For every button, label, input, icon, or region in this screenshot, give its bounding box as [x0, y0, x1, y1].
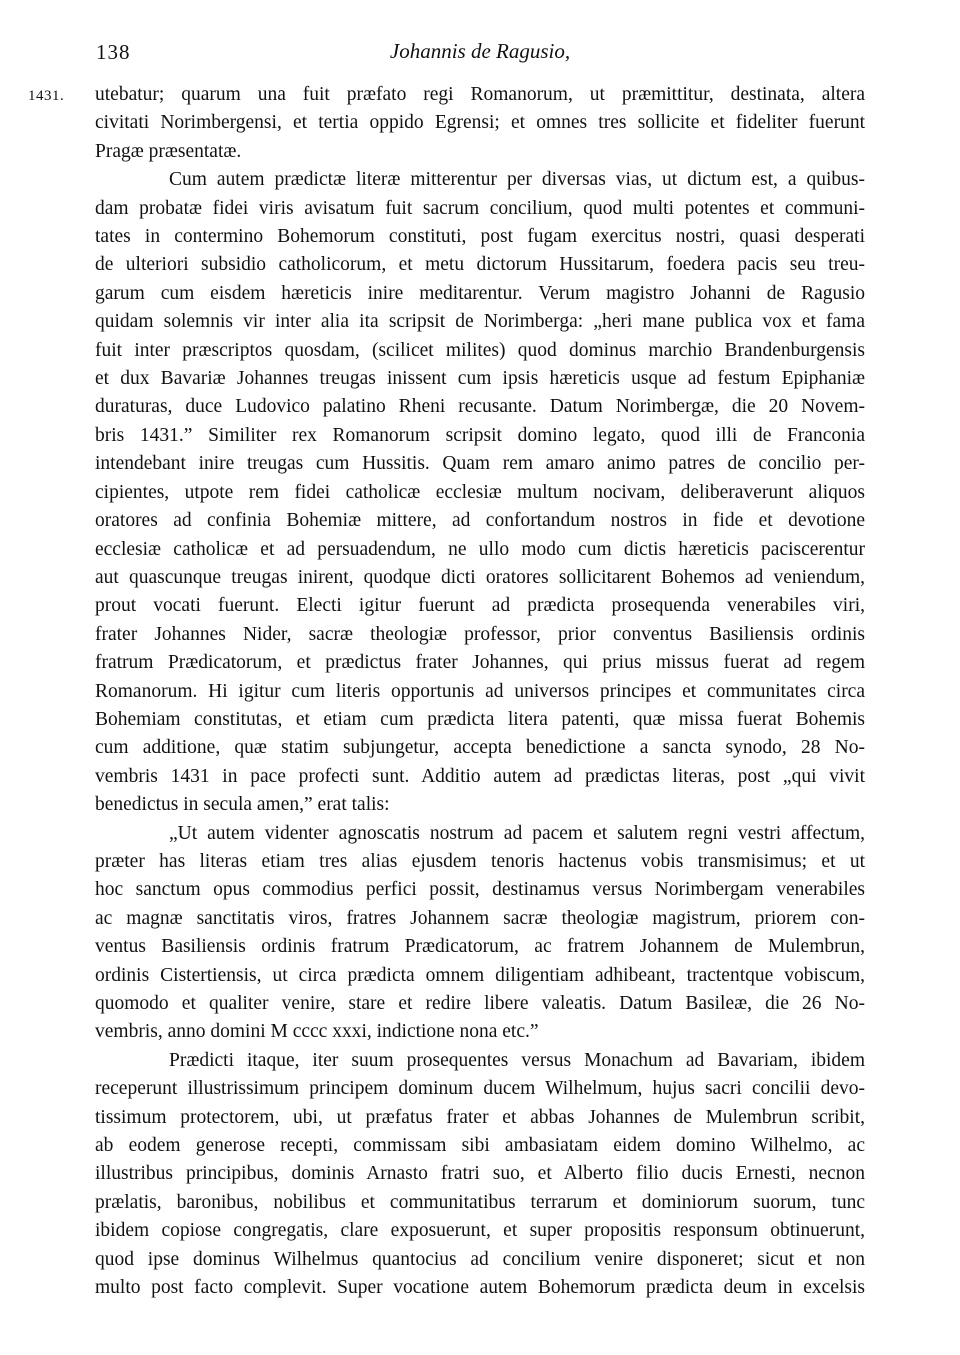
body-text [95, 81, 865, 1302]
text-line: garum cum eisdem hæreticis inire meditarentur. Verum magistro Johanni de Ragusio [95, 282, 865, 304]
text-line: frater Johannes Nider, sacræ theologiæ professor, prior conventus Basiliensis ordinis [95, 623, 865, 645]
text-line: vembris 1431 in pace profecti sunt. Additio autem ad prædictas literas, post „qui vivit [95, 765, 865, 787]
text-line: intendebant inire treugas cum Hussitis. Quam rem amaro animo patres de concilio per- [95, 453, 865, 475]
text-line: multo post facto complevit. Super vocatione autem Bohemorum prædicta deum in excelsis [95, 1277, 865, 1299]
text-line: præter has literas etiam tres alias ejusdem tenoris hactenus vobis transmisimus; et ut [95, 850, 865, 872]
text-line: ac magnæ sanctitatis viros, fratres Johannem sacræ theologiæ magistrum, priorem con- [95, 907, 865, 929]
text-line: tissimum protectorem, ubi, ut præfatus frater et abbas Johannes de Mulembrun scribit, [95, 1106, 865, 1128]
text-line: vembris, anno domini M cccc xxxi, indictione nona etc.” [95, 1021, 539, 1043]
text-line: ecclesiæ catholicæ et ad persuadendum, ne ullo modo cum dictis hæreticis paciscerentur [95, 538, 865, 560]
text-line: receperunt illustrissimum principem dominum ducem Wilhelmum, hujus sacri concilii devo- [95, 1078, 865, 1100]
text-line: Romanorum. Hi igitur cum literis opportunis ad universos principes et communitates circa [95, 680, 865, 702]
text-line: hoc sanctum opus commodius perfici possit, destinamus versus Norimbergam venerabiles [95, 879, 865, 901]
running-title: Johannis de Ragusio, [389, 39, 571, 63]
text-line: Bohemiam constitutas, et etiam cum prædicta litera patenti, quæ missa fuerat Bohemis [95, 708, 865, 730]
text-line: oratores ad confinia Bohemiæ mittere, ad confortandum nostros in fide et devotione [95, 510, 865, 532]
text-line: quomodo et qualiter venire, stare et redire libere valeatis. Datum Basileæ, die 26 No- [95, 993, 865, 1014]
text-line: utebatur; quarum una fuit præfato regi Romanorum, ut præmittitur, destinata, altera [95, 84, 865, 105]
text-line: fuit inter præscriptos quosdam, (scilicet milites) quod dominus marchio Brandenburgensis [95, 339, 865, 361]
text-line: bris 1431.” Similiter rex Romanorum scripsit domino legato, quod illi de Franconia [95, 424, 865, 446]
text-line: de ulteriori subsidio catholicorum, et metu dictorum Hussitarum, foedera pacis seu treu- [95, 254, 865, 276]
text-line: duraturas, duce Ludovico palatino Rheni recusante. Datum Norimbergæ, die 20 Novem- [95, 396, 865, 418]
text-line: civitati Norimbergensi, et tertia oppido Egrensi; et omnes tres sollicite et fideliter fuerunt [95, 112, 865, 134]
text-line: fratrum Prædicatorum, et prædictus frater Johannes, qui prius missus fuerat ad regem [95, 652, 865, 674]
text-line: et dux Bavariæ Johannes treugas inissent cum ipsis hæreticis usque ad festum Epiphaniæ [95, 368, 865, 390]
text-line: ventus Basiliensis ordinis fratrum Prædicatorum, ac fratrem Johannem de Mulembrun, [95, 936, 865, 958]
text-line: cipientes, utpote rem fidei catholicæ ecclesiæ multum nocivam, deliberaverunt aliquos [95, 481, 865, 503]
text-line: ibidem copiose congregatis, clare exposuerunt, et super propositis responsum obtinuerunt, [95, 1220, 865, 1242]
text-line: Prædicti itaque, iter suum prosequentes versus Monachum ad Bavariam, ibidem [169, 1049, 865, 1071]
text-line: quod ipse dominus Wilhelmus quantocius ad concilium venire disponeret; sicut et non [95, 1248, 865, 1270]
page-number: 138 [96, 40, 131, 64]
text-line: Pragæ præsentatæ. [95, 140, 242, 162]
text-line: prælatis, baronibus, nobilibus et communitatibus terrarum et dominiorum suorum, tunc [95, 1191, 865, 1213]
text-line: cum additione, quæ statim subjungetur, accepta benedictione a sancta synodo, 28 No- [95, 737, 865, 759]
text-line: ordinis Cistertiensis, ut circa prædicta omnem diligentiam adhibeant, tractentque vobiscum, [95, 964, 865, 986]
text-line: dam probatæ fidei viris avisatum fuit sacrum concilium, quod multi potentes et communi- [95, 197, 865, 219]
margin-year-note: 1431. [28, 88, 65, 104]
text-line: illustribus principibus, dominis Arnasto fratri suo, et Alberto filio ducis Ernesti, necnon [95, 1163, 865, 1185]
text-line: benedictus in secula amen,” erat talis: [95, 794, 390, 816]
text-line: ab eodem generose recepti, commissam sibi ambasiatam eidem domino Wilhelmo, ac [95, 1135, 865, 1157]
text-line: „Ut autem videnter agnoscatis nostrum ad pacem et salutem regni vestri affectum, [169, 822, 865, 844]
text-line: tates in contermino Bohemorum constituti, post fugam exercitus nostri, quasi desperati [95, 226, 865, 248]
text-line: aut quascunque treugas inirent, quodque dicti oratores sollicitarent Bohemos ad veniendum, [95, 566, 865, 588]
text-line: prout vocati fuerunt. Electi igitur fuerunt ad prædicta prosequenda venerabiles viri, [95, 595, 865, 617]
text-line: quidam solemnis vir inter alia ita scripsit de Norimberga: „heri mane publica vox et fama [95, 311, 865, 333]
text-line: Cum autem prædictæ literæ mitterentur per diversas vias, ut dictum est, a quibus- [169, 169, 865, 191]
